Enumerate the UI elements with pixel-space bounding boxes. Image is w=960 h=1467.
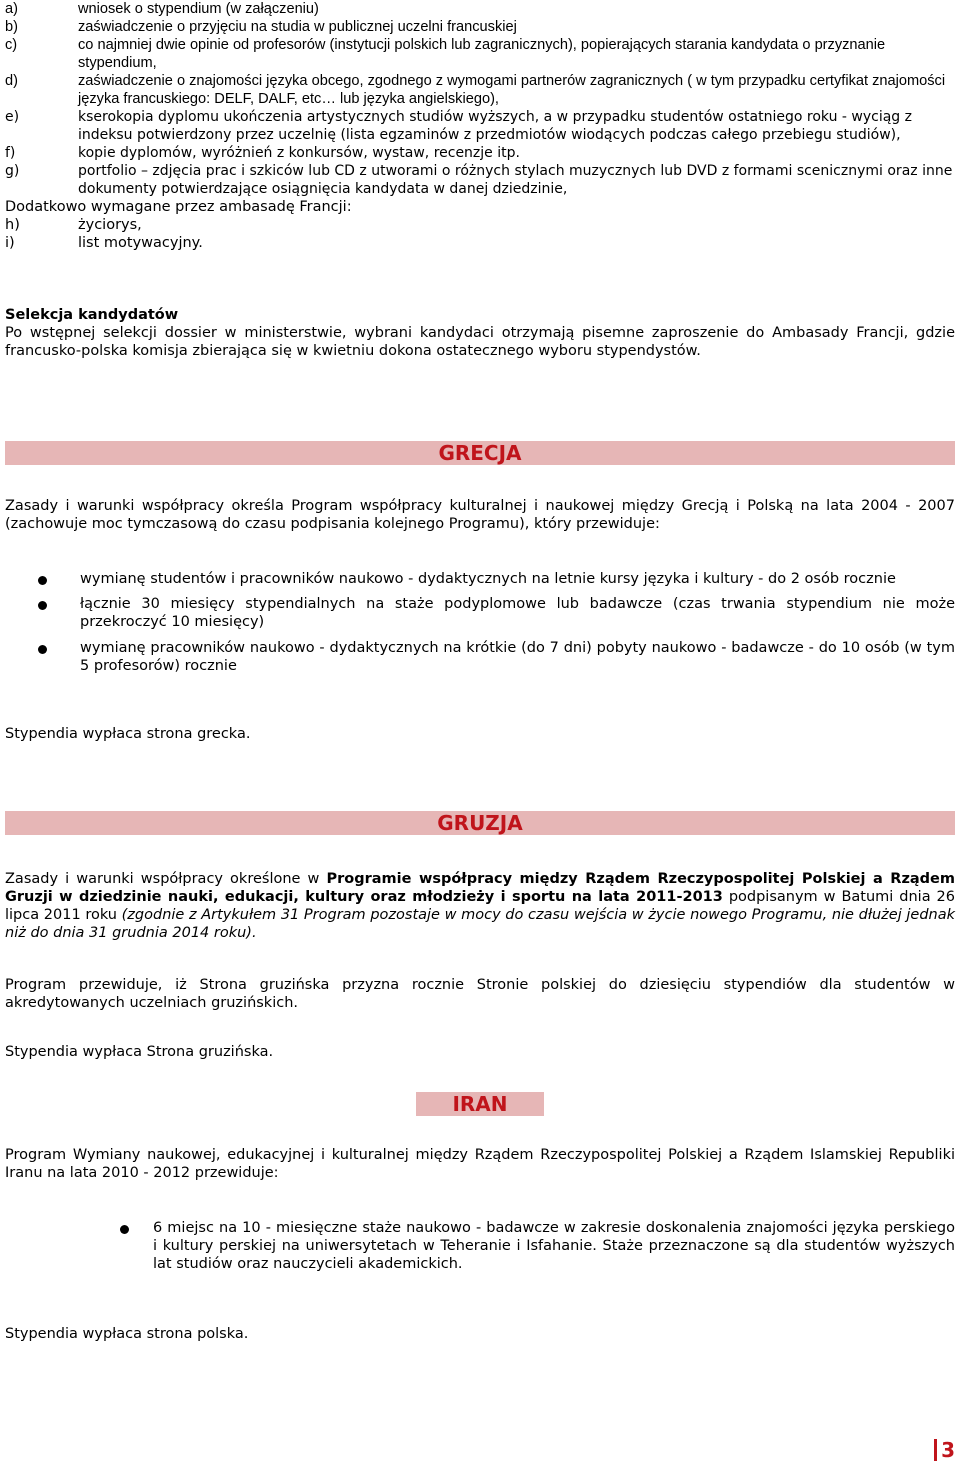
additional-label: Dodatkowo wymagane przez ambasadę Francji: — [5, 199, 352, 215]
list-item: g) portfolio – zdjęcia prac i szkiców lub CD z utworami o różnych stylach muzycznych lub DVD z formami scenicznymi oraz inne dokumenty potwierdzające osiągnięcia kandydata w danej dziedzinie, — [5, 163, 953, 197]
selection-section — [5, 306, 955, 360]
iran-bullets — [5, 1219, 955, 1273]
bullet-icon — [120, 1225, 129, 1234]
georgia-program: Program przewiduje, iż Strona gruzińska przyzna rocznie Stronie polskiej do dziesięciu stypendiów dla studentów w akredytowanych uczelniach gruzińskich. — [5, 977, 955, 1011]
list-item: 6 miejsc na 10 - miesięczne staże naukowo - badawcze w zakresie doskonalenia znajomości języka perskiego i kultury perskiej na uniwersytetach w Teheranie i Isfahanie. Staże przeznaczone są dla studentów wyższych lat studiów oraz nauczycieli akademickich. — [5, 1219, 955, 1273]
iran-intro: Program Wymiany naukowej, edukacyjnej i kulturalnej między Rządem Rzeczypospolitej Polskiej a Rządem Islamskiej Republiki Iranu na lata 2010 - 2012 przewiduje: — [5, 1147, 955, 1181]
list-item: łącznie 30 miesięcy stypendialnych na staże podyplomowe lub badawcze (czas trwania stypendium nie może przekroczyć 10 miesięcy) — [5, 595, 955, 631]
greece-payment: Stypendia wypłaca strona grecka. — [5, 726, 251, 742]
greece-bullets — [5, 570, 955, 675]
additional-list — [5, 216, 955, 252]
list-item: wymianę pracowników naukowo - dydaktycznych na krótkie (do 7 dni) pobyty naukowo - badawcze - do 10 osób (w tym 5 profesorów) rocznie — [5, 639, 955, 675]
bullet-icon — [38, 645, 47, 654]
selection-heading: Selekcja kandydatów — [5, 307, 179, 323]
section-banner-iran: IRAN — [416, 1092, 544, 1116]
selection-text: Po wstępnej selekcji dossier w ministerstwie, wybrani kandydaci otrzymają pisemne zaproszenie do Ambasady Francji, gdzie francusko-polska komisja zbierająca się w kwietniu dokona ostatecznego wyboru stypendystów. — [5, 325, 955, 359]
list-item: wymianę studentów i pracowników naukowo - dydaktycznych na letnie kursy języka i kultury - do 2 osób rocznie — [5, 570, 955, 588]
list-item: i) list motywacyjny. — [5, 235, 203, 251]
georgia-intro: Zasady i warunki współpracy określone w Programie współpracy między Rządem Rzeczypospolitej Polskiej a Rządem Gruzji w dziedzinie nauki, edukacji, kultury oraz młodzieży i sportu na lata 2011-2013 podpisanym w Batumi dnia 26 lipca 2011 roku (zgodnie z Artykułem 31 Program pozostaje w mocy do czasu wejścia w życie nowego Programu, nie dłużej jednak niż do dnia 31 grudnia 2014 roku). — [5, 871, 956, 941]
list-item: h) życiorys, — [5, 217, 142, 233]
requirements-section — [5, 0, 955, 252]
greece-intro: Zasady i warunki współpracy określa Program współpracy kulturalnej i naukowej między Grecją i Polską na lata 2004 - 2007 (zachowuje moc tymczasową do czasu podpisania kolejnego Programu), który przewiduje: — [5, 498, 955, 532]
list-item: d) zaświadczenie o znajomości języka obcego, zgodnego z wymogami partnerów zagranicznych ( w tym przypadku certyfikat znajomości języka francuskiego: DELF, DALF, etc… lub języka angielskiego), — [5, 73, 946, 107]
georgia-payment: Stypendia wypłaca Strona gruzińska. — [5, 1044, 274, 1060]
section-banner-georgia: GRUZJA — [5, 811, 955, 835]
list-item: e) kserokopia dyplomu ukończenia artystycznych studiów wyższych, a w przypadku studentów ostatniego roku - wyciąg z indeksu potwierdzony przez uczelnię (lista egzaminów z przedmiotów wiodących podczas całego przebiegu studiów), — [5, 109, 912, 143]
list-item: a) wniosek o stypendium (w załączeniu) — [5, 1, 319, 17]
bullet-icon — [38, 576, 47, 585]
page-number: 3 — [934, 1439, 955, 1461]
iran-payment: Stypendia wypłaca strona polska. — [5, 1326, 249, 1342]
bullet-icon — [38, 601, 47, 610]
list-item: f) kopie dyplomów, wyróżnień z konkursów, wystaw, recenzje itp. — [5, 145, 520, 161]
section-banner-greece: GRECJA — [5, 441, 955, 465]
list-item: b) zaświadczenie o przyjęciu na studia w publicznej uczelni francuskiej — [5, 19, 517, 35]
requirements-list — [5, 0, 955, 198]
list-item: c) co najmniej dwie opinie od profesorów (instytucji polskich lub zagranicznych), popierających starania kandydata o przyznanie stypendium, — [5, 37, 886, 71]
